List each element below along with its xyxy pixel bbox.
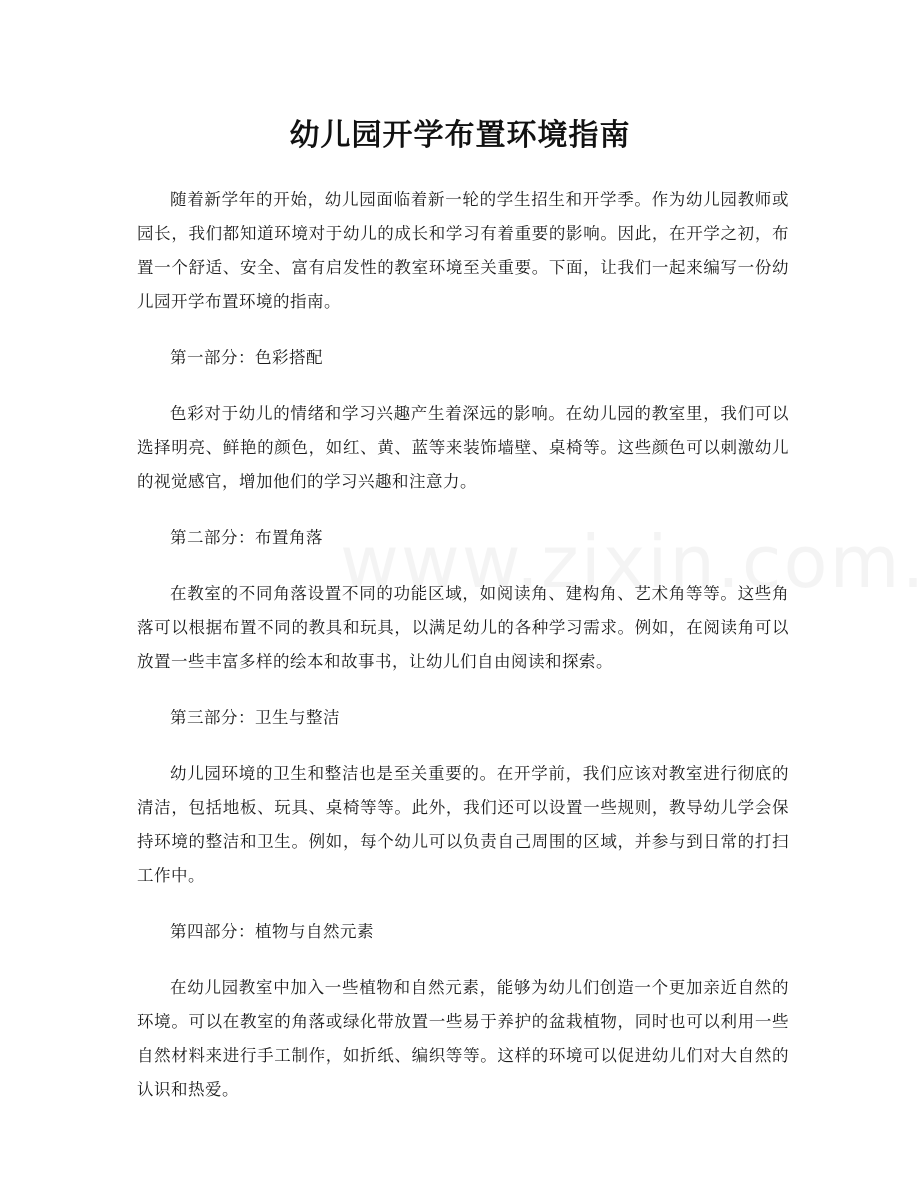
section-paragraph-4: 在幼儿园教室中加入一些植物和自然元素，能够为幼儿们创造一个更加亲近自然的环境。可以在教室的角落或绿化带放置一些易于养护的盆栽植物，同时也可以利用一些自然材料来进行手工制作，如折纸、编织等等。这样的环境可以促进幼儿们对大自然的认识和热爱。 [137, 978, 789, 1099]
intro-paragraph: 随着新学年的开始，幼儿园面临着新一轮的学生招生和开学季。作为幼儿园教师或园长，我们都知道环境对于幼儿的成长和学习有着重要的影响。因此，在开学之初，布置一个舒适、安全、富有启发性的教室环境至关重要。下面，让我们一起来编写一份幼儿园开学布置环境的指南。 [137, 190, 789, 311]
section-heading-1: 第一部分：色彩搭配 [170, 348, 323, 367]
section-heading-3: 第三部分：卫生与整洁 [170, 708, 340, 727]
section-paragraph-3: 幼儿园环境的卫生和整洁也是至关重要的。在开学前，我们应该对教室进行彻底的清洁，包括地板、玩具、桌椅等等。此外，我们还可以设置一些规则，教导幼儿学会保持环境的整洁和卫生。例如，每个幼儿可以负责自己周围的区域，并参与到日常的打扫工作中。 [137, 764, 789, 885]
section-paragraph-2: 在教室的不同角落设置不同的功能区域，如阅读角、建构角、艺术角等等。这些角落可以根据布置不同的教具和玩具，以满足幼儿的各种学习需求。例如，在阅读角可以放置一些丰富多样的绘本和故事书，让幼儿们自由阅读和探索。 [137, 584, 789, 671]
section-heading-4: 第四部分：植物与自然元素 [170, 922, 374, 941]
section-paragraph-1: 色彩对于幼儿的情绪和学习兴趣产生着深远的影响。在幼儿园的教室里，我们可以选择明亮、鲜艳的颜色，如红、黄、蓝等来装饰墙壁、桌椅等。这些颜色可以刺激幼儿的视觉感官，增加他们的学习兴趣和注意力。 [137, 404, 789, 491]
section-heading-2: 第二部分：布置角落 [170, 528, 323, 547]
page-title: 幼儿园开学布置环境指南 [289, 118, 631, 153]
document-body [137, 183, 789, 1129]
